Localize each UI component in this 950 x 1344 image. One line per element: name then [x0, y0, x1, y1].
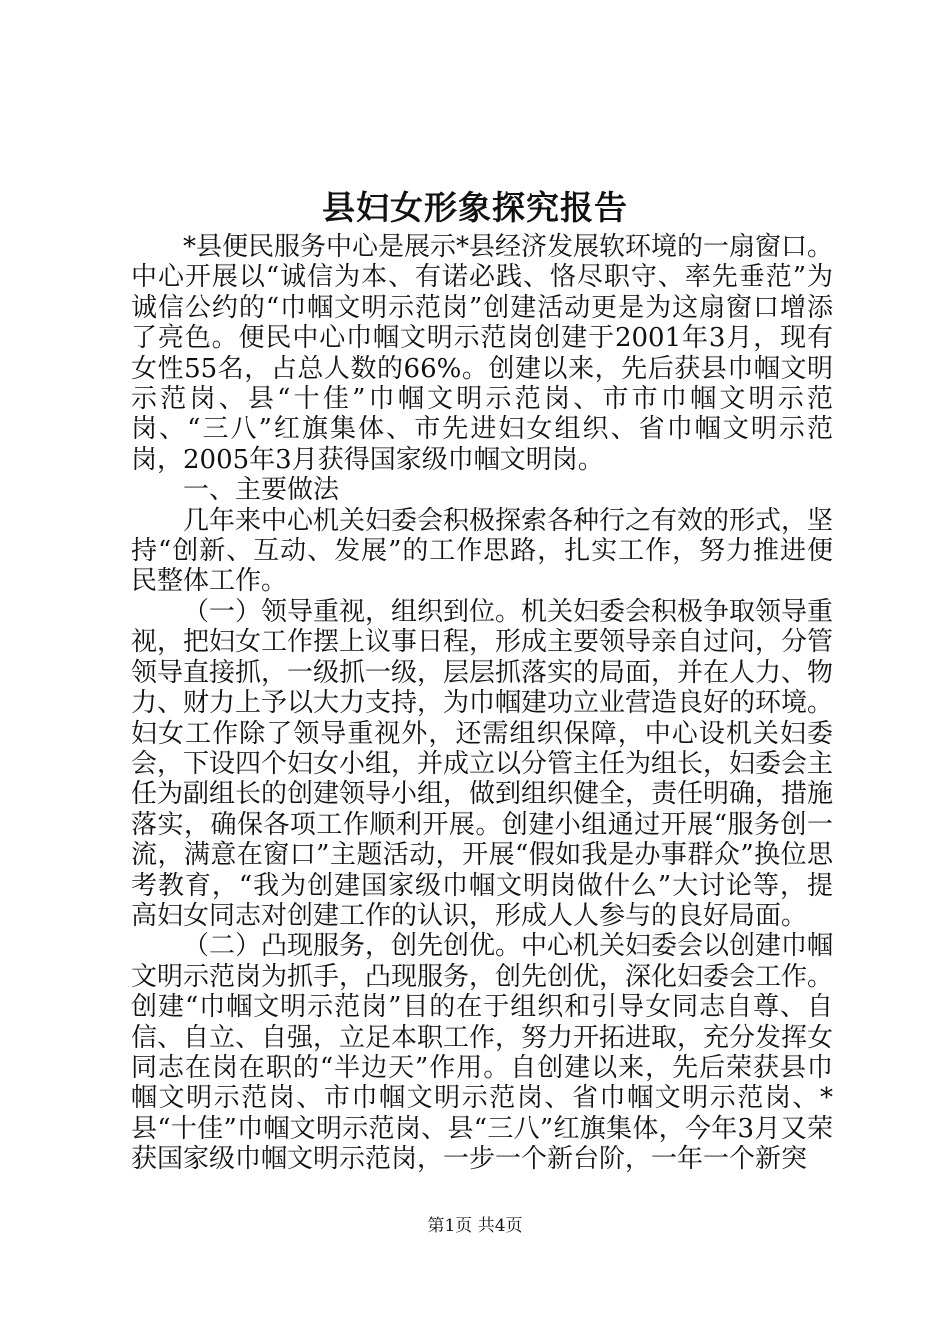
document-body — [131, 232, 833, 1175]
section-heading-main-practices: 一、主要做法 — [183, 475, 340, 506]
document-title: 县妇女形象探究报告 — [322, 188, 628, 227]
paragraph-intro: *县便民服务中心是展示*县经济发展软环境的一扇窗口。中心开展以“诚信为本、有诺必践、恪尽职守、率先垂范”为诚信公约的“巾帼文明示范岗”创建活动更是为这扇窗口增添了亮色。便民中心巾帼文明示范岗创建于2001年3月，现有女性55名，占总人数的66%。创建以来，先后获县巾帼文明示范岗、县“十佳”巾帼文明示范岗、市市巾帼文明示范岗、“三八”红旗集体、市先进妇女组织、省巾帼文明示范岗，2005年3月获得国家级巾帼文明岗。 — [131, 232, 834, 475]
paragraph-overview: 几年来中心机关妇委会积极探索各种行之有效的形式，坚持“创新、互动、发展”的工作思路，扎实工作，努力推进便民整体工作。 — [131, 505, 834, 597]
paragraph-service: （二）凸现服务，创先创优。中心机关妇委会以创建巾帼文明示范岗为抓手，凸现服务，创先创优，深化妇委会工作。创建“巾帼文明示范岗”目的在于组织和引导女同志自尊、自信、自立、自强，立足本职工作，努力开拓进取，充分发挥女同志在岗在职的“半边天”作用。自创建以来，先后荣获县巾帼文明示范岗、市巾帼文明示范岗、省巾帼文明示范岗、*县“十佳”巾帼文明示范岗、县“三八”红旗集体，今年3月又荣获国家级巾帼文明示范岗，一步一个新台阶，一年一个新突 — [131, 931, 834, 1175]
paragraph-leadership: （一）领导重视，组织到位。机关妇委会积极争取领导重视，把妇女工作摆上议事日程，形成主要领导亲自过问，分管领导直接抓，一级抓一级，层层抓落实的局面，并在人力、物力、财力上予以大力支持，为巾帼建功立业营造良好的环境。妇女工作除了领导重视外，还需组织保障，中心设机关妇委会，下设四个妇女小组，并成立以分管主任为组长，妇委会主任为副组长的创建领导小组，做到组织健全，责任明确，措施落实，确保各项工作顺利开展。创建小组通过开展“服务创一流，满意在窗口”主题活动，开展“假如我是办事群众”换位思考教育，“我为创建国家级巾帼文明岗做什么”大讨论等，提高妇女同志对创建工作的认识，形成人人参与的良好局面。 — [131, 596, 834, 931]
page-footer: 第1页 共4页 — [427, 1216, 523, 1236]
